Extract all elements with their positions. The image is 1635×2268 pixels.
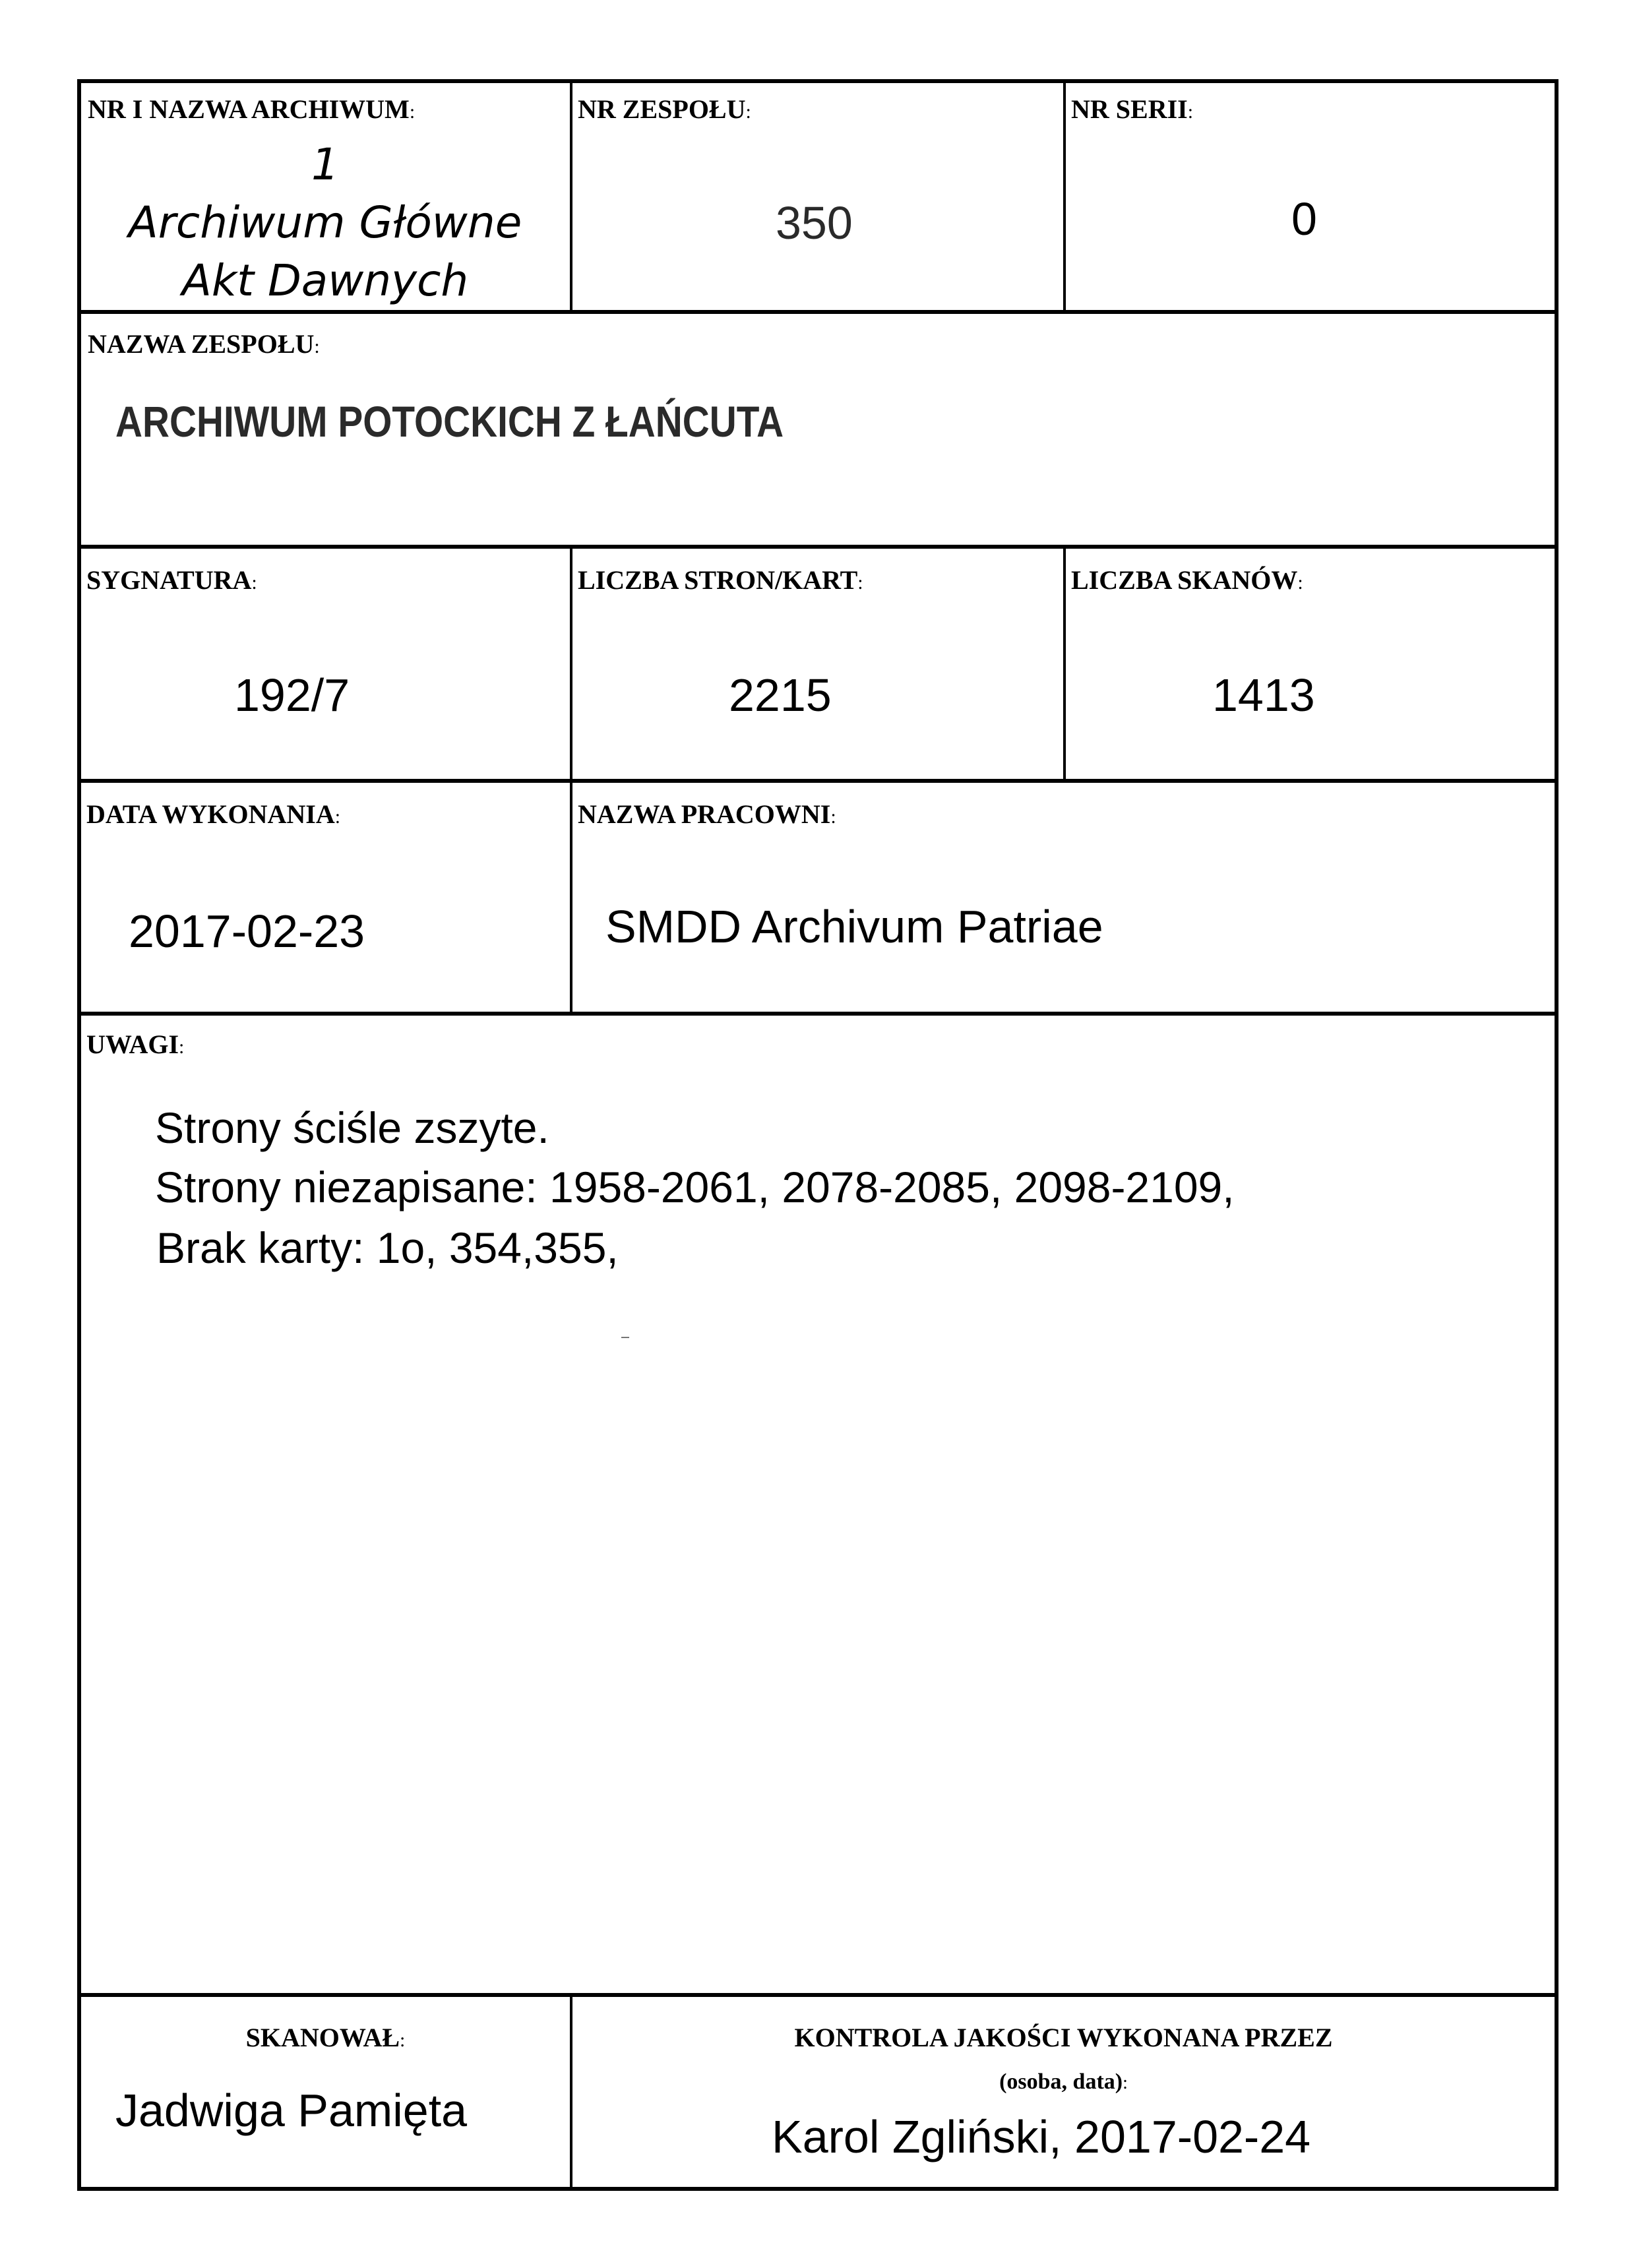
signature-value: 192/7 [234, 669, 350, 721]
series-number-value: 0 [1291, 193, 1317, 245]
series-number-label: NR SERII: [1071, 94, 1194, 124]
page-count-cell [572, 549, 1063, 779]
quality-control-cell [572, 1997, 1555, 2187]
notes-label: UWAGI: [86, 1029, 185, 1059]
note-line-3: Brak karty: 1o, 354,355, [156, 1223, 619, 1272]
workshop-cell [572, 783, 1555, 1012]
note-line-1: Strony ściśle zszyte. [155, 1103, 549, 1152]
scan-count-cell [1066, 549, 1555, 779]
quality-control-sublabel: (osoba, data): [999, 2069, 1128, 2094]
fond-number-label: NR ZESPOŁU: [578, 94, 751, 124]
archive-label: NR I NAZWA ARCHIWUM: [88, 94, 416, 124]
execution-date-label: DATA WYKONANIA: [86, 799, 341, 829]
workshop-label: NAZWA PRACOWNI: [578, 799, 836, 829]
series-number-cell [1066, 83, 1555, 310]
scanned-by-label: SKANOWAŁ: [245, 2023, 406, 2052]
archive-number: 1 [311, 139, 339, 190]
scanned-by-cell [81, 1997, 570, 2187]
fond-name-value: ARCHIWUM POTOCKICH Z ŁAŃCUTA [115, 397, 784, 446]
fond-number-cell [572, 83, 1063, 310]
workshop-value: SMDD Archivum Patriae [605, 901, 1103, 952]
execution-date-value: 2017-02-23 [129, 905, 365, 957]
scan-count-label: LICZBA SKANÓW: [1071, 565, 1303, 595]
notes-cell [81, 1016, 1555, 1993]
fond-name-label: NAZWA ZESPOŁU: [88, 329, 320, 359]
page-count-value: 2215 [729, 669, 832, 721]
execution-date-cell [81, 783, 570, 1012]
fond-name-cell [81, 314, 1555, 545]
signature-cell [81, 549, 570, 779]
page-count-label: LICZBA STRON/KART: [578, 565, 863, 595]
scan-count-value: 1413 [1212, 669, 1315, 721]
archive-cell [81, 83, 570, 310]
archive-name-line2: Akt Dawnych [181, 255, 469, 306]
note-line-2: Strony niezapisane: 1958-2061, 2078-2085, 2098-2109, [155, 1163, 1235, 1211]
quality-control-label: KONTROLA JAKOŚCI WYKONANA PRZEZ [794, 2023, 1333, 2052]
signature-label: SYGNATURA: [86, 565, 257, 595]
scan-artifact-mark [621, 1337, 629, 1338]
archive-name-line1: Archiwum Główne [128, 197, 522, 248]
scanned-by-value: Jadwiga Pamięta [115, 2085, 468, 2136]
fond-number-value: 350 [776, 197, 853, 249]
quality-control-value: Karol Zgliński, 2017-02-24 [772, 2111, 1311, 2162]
